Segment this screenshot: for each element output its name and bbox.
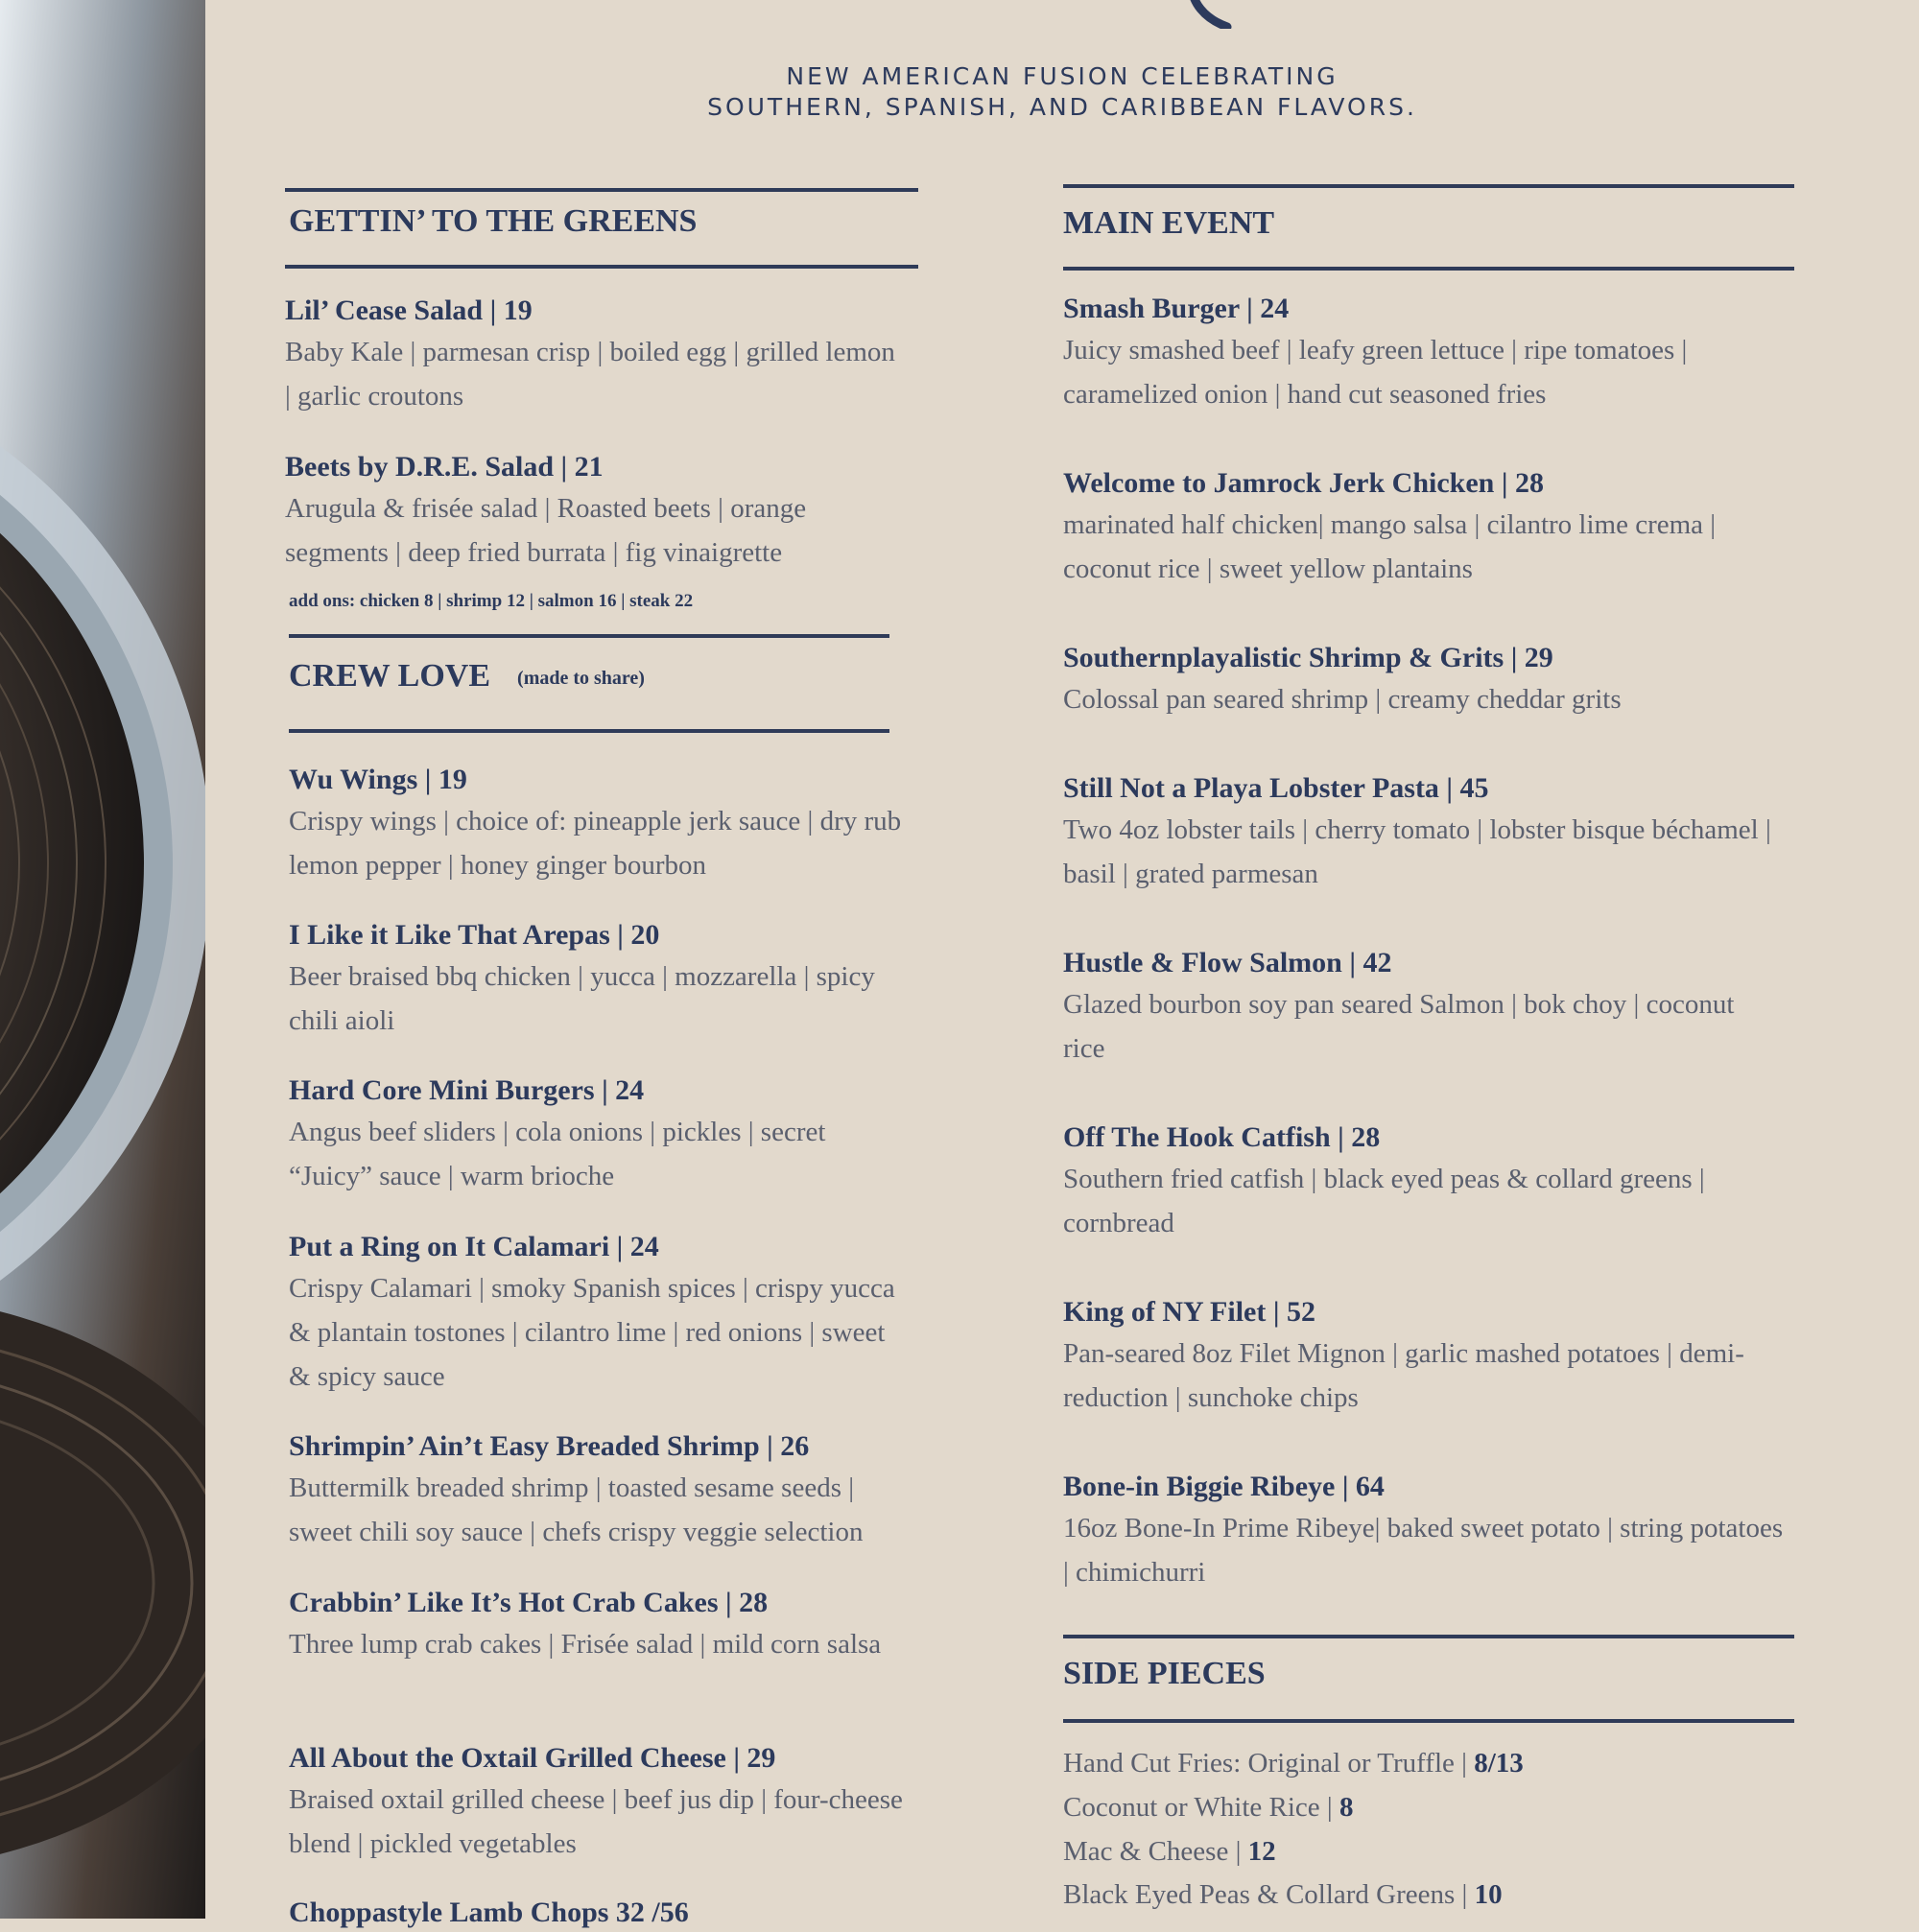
tagline-line-1: NEW AMERICAN FUSION CELEBRATING [786, 62, 1339, 90]
item-name: Wu Wings | 19 [289, 764, 467, 795]
section-title-sides: SIDE PIECES [1063, 1656, 1266, 1691]
item-description: Angus beef sliders | cola onions | pickles | secret “Juicy” sauce | warm brioche [289, 1117, 826, 1191]
logo-partial [1155, 0, 1261, 29]
item-description: Glazed bourbon soy pan seared Salmon | bok choy | coconut rice [1063, 989, 1735, 1064]
item-description: Southern fried catfish | black eyed peas & collard greens | cornbread [1063, 1164, 1705, 1238]
item-description: Buttermilk breaded shrimp | toasted sesame seeds | sweet chili soy sauce | chefs crispy veggie selection [289, 1473, 864, 1547]
item-description: Two 4oz lobster tails | cherry tomato | lobster bisque béchamel | basil | grated parmesan [1063, 814, 1771, 889]
menu-item [1063, 944, 1754, 1071]
item-name: Welcome to Jamrock Jerk Chicken | 28 [1063, 467, 1544, 499]
item-name: Hustle & Flow Salmon | 42 [1063, 947, 1392, 978]
item-name: Smash Burger | 24 [1063, 293, 1290, 324]
item-description: Crispy Calamari | smoky Spanish spices | crispy yucca & plantain tostones | cilantro lime | red onions | sweet & spicy sauce [289, 1273, 895, 1392]
item-name: Still Not a Playa Lobster Pasta | 45 [1063, 772, 1489, 804]
item-name: Lil’ Cease Salad | 19 [285, 295, 533, 326]
item-description: 16oz Bone-In Prime Ribeye| baked sweet potato | string potatoes | chimichurri [1063, 1513, 1784, 1588]
section-rule [1063, 1719, 1794, 1723]
side-label: Mac & Cheese | [1063, 1836, 1242, 1867]
menu-item [1063, 464, 1792, 591]
menu-panel [205, 0, 1919, 1928]
menu-item [1063, 290, 1792, 416]
menu-item [289, 1228, 903, 1399]
side-item [1063, 1879, 1503, 1911]
item-description: Crispy wings | choice of: pineapple jerk sauce | dry rub lemon pepper | honey ginger bourbon [289, 806, 902, 881]
menu-item [289, 761, 903, 887]
menu-item [289, 1584, 903, 1666]
side-price: 8 [1339, 1792, 1354, 1823]
item-name: Shrimpin’ Ain’t Easy Breaded Shrimp | 26 [289, 1430, 810, 1462]
menu-item [289, 1072, 903, 1198]
item-name: Hard Core Mini Burgers | 24 [289, 1074, 645, 1106]
item-description: Baby Kale | parmesan crisp | boiled egg | grilled lemon | garlic croutons [285, 337, 895, 412]
item-description: Three lump crab cakes | Frisée salad | mild corn salsa [289, 1629, 882, 1660]
section-title-text: CREW LOVE [289, 658, 491, 694]
side-item [1063, 1792, 1353, 1824]
section-rule [285, 265, 918, 269]
section-note: (made to share) [517, 667, 645, 689]
section-title-crew [289, 658, 645, 695]
item-description: Arugula & frisée salad | Roasted beets | orange segments | deep fried burrata | fig vinaigrette [285, 493, 807, 568]
side-item [1063, 1836, 1276, 1868]
menu-item [289, 1894, 903, 1932]
section-title-greens: GETTIN’ TO THE GREENS [289, 203, 698, 239]
section-title-main: MAIN EVENT [1063, 205, 1275, 241]
item-description: Beer braised bbq chicken | yucca | mozzarella | spicy chili aioli [289, 961, 875, 1036]
menu-item [289, 916, 903, 1043]
item-name: Crabbin’ Like It’s Hot Crab Cakes | 28 [289, 1587, 769, 1618]
side-label: Hand Cut Fries: Original or Truffle | [1063, 1748, 1467, 1779]
section-rule [289, 729, 889, 733]
menu-item [1063, 1119, 1792, 1245]
section-rule [1063, 184, 1794, 188]
menu-item [289, 1427, 912, 1554]
item-name: King of NY Filet | 52 [1063, 1296, 1315, 1328]
item-name: All About the Oxtail Grilled Cheese | 29 [289, 1742, 776, 1774]
item-name: Beets by D.R.E. Salad | 21 [285, 451, 604, 483]
item-name: Put a Ring on It Calamari | 24 [289, 1231, 659, 1262]
tagline-line-2: SOUTHERN, SPANISH, AND CARIBBEAN FLAVORS. [707, 93, 1417, 121]
menu-item [1063, 1468, 1792, 1594]
section-rule [289, 634, 889, 638]
item-name: Bone-in Biggie Ribeye | 64 [1063, 1471, 1385, 1502]
menu-item [1063, 1293, 1792, 1420]
item-description: Juicy smashed beef | leafy green lettuce | ripe tomatoes | caramelized onion | hand cut seasoned fries [1063, 335, 1688, 410]
item-name: Off The Hook Catfish | 28 [1063, 1121, 1381, 1153]
section-rule [1063, 1635, 1794, 1638]
menu-item [285, 448, 899, 575]
item-description: Pan-seared 8oz Filet Mignon | garlic mashed potatoes | demi-reduction | sunchoke chips [1063, 1338, 1744, 1413]
section-rule [1063, 267, 1794, 271]
item-description: Braised oxtail grilled cheese | beef jus dip | four-cheese blend | pickled vegetables [289, 1784, 903, 1859]
menu-item [285, 292, 899, 418]
section-rule [285, 188, 918, 192]
menu-item [1063, 639, 1792, 721]
item-description: Colossal pan seared shrimp | creamy cheddar grits [1063, 684, 1622, 715]
item-name: Choppastyle Lamb Chops 32 /56 [289, 1897, 689, 1928]
addons-note: add ons: chicken 8 | shrimp 12 | salmon 16 | steak 22 [289, 591, 694, 611]
item-description: marinated half chicken| mango salsa | cilantro lime crema | coconut rice | sweet yellow plantains [1063, 509, 1717, 584]
side-price: 8/13 [1474, 1748, 1524, 1779]
menu-item [1063, 769, 1792, 896]
side-price: 10 [1474, 1879, 1503, 1910]
menu-item [289, 1739, 903, 1866]
side-label: Coconut or White Rice | [1063, 1792, 1333, 1823]
item-name: I Like it Like That Arepas | 20 [289, 919, 660, 951]
side-price: 12 [1247, 1836, 1276, 1867]
vinyl-record-photo [0, 0, 205, 1919]
side-label: Black Eyed Peas & Collard Greens | [1063, 1879, 1468, 1910]
side-item [1063, 1748, 1524, 1779]
item-name: Southernplayalistic Shrimp & Grits | 29 [1063, 642, 1553, 673]
